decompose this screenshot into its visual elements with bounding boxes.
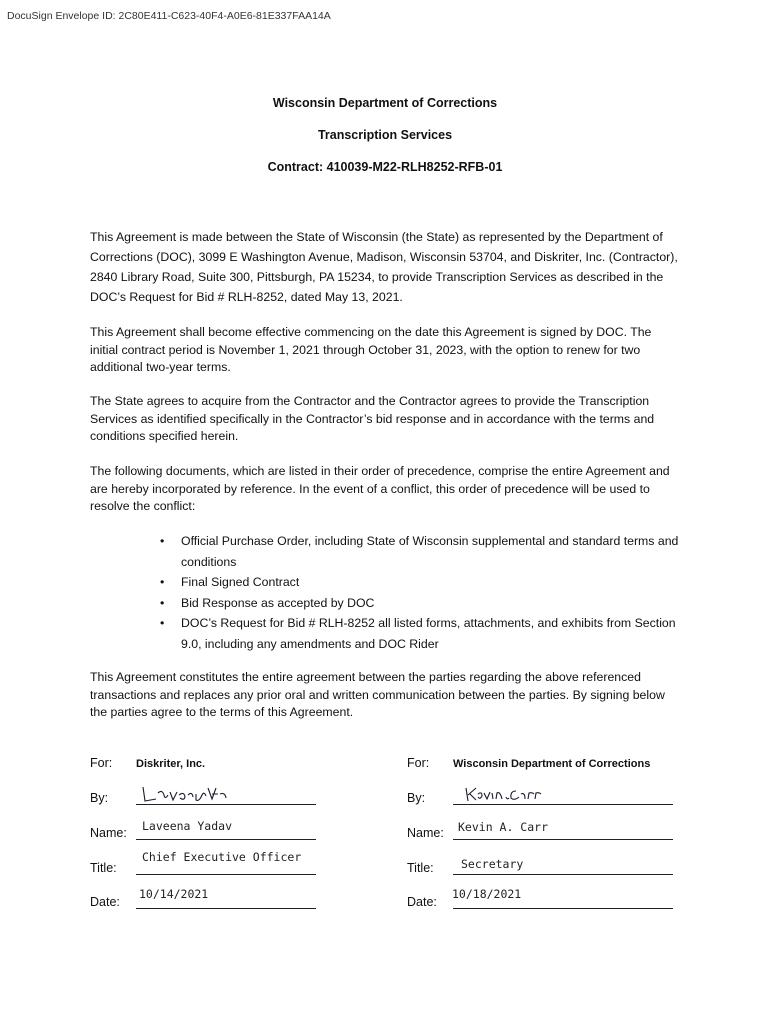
for-label: For: bbox=[407, 756, 430, 770]
agency-date-line bbox=[453, 908, 673, 909]
name-label: Name: bbox=[90, 826, 127, 840]
date-label: Date: bbox=[407, 895, 437, 909]
list-item: • DOC’s Request for Bid # RLH-8252 all listed forms, attachments, and exhibits from Section 9.0, including any amendments and DOC Rider bbox=[160, 613, 680, 654]
service-heading: Transcription Services bbox=[317, 128, 453, 142]
precedence-paragraph: The following documents, which are listed in their order of precedence, comprise the entire Agreement and are hereby incorporated by reference. In the event of a conflict, this order of precedence will be used to resolve the conflict: bbox=[90, 464, 670, 513]
contract-number-heading: Contract: 410039-M22-RLH8252-RFB-01 bbox=[267, 160, 503, 174]
entire-agreement-paragraph: This Agreement constitutes the entire agreement between the parties regarding the above referenced transactions and replaces any prior oral and written communication between the parties. By signing below the parties agree to the terms of this Agreement. bbox=[90, 670, 665, 719]
scope-paragraph: The State agrees to acquire from the Contractor and the Contractor agrees to provide the Transcription Services as identified specifically in the Contractor’s bid response and in accordance with the terms and conditions specified herein. bbox=[90, 394, 655, 443]
list-item: • Final Signed Contract bbox=[160, 572, 680, 593]
agency-signature bbox=[462, 783, 542, 807]
by-label: By: bbox=[90, 791, 109, 805]
agency-name-line bbox=[453, 839, 673, 840]
name-label: Name: bbox=[407, 826, 444, 840]
agency-heading: Wisconsin Department of Corrections bbox=[272, 96, 498, 110]
bullet-icon: • bbox=[160, 616, 165, 630]
bullet-icon: • bbox=[160, 534, 165, 548]
list-item: • Official Purchase Order, including State of Wisconsin supplemental and standard terms and conditions bbox=[160, 531, 680, 572]
agency-party-name: Wisconsin Department of Corrections bbox=[453, 758, 651, 770]
for-label: For: bbox=[90, 756, 113, 770]
title-label: Title: bbox=[90, 861, 117, 875]
contractor-sign-date: 10/14/2021 bbox=[139, 887, 209, 901]
bullet-icon: • bbox=[160, 595, 165, 610]
contractor-party-name: Diskriter, Inc. bbox=[136, 758, 206, 770]
precedence-documents-list bbox=[160, 531, 680, 654]
bullet-icon: • bbox=[160, 575, 165, 589]
agreement-parties-paragraph: This Agreement is made between the State of Wisconsin (the State) as represented by the Department of Corrections (DOC), 3099 E Washington Avenue, Madison, Wisconsin 53704, and Diskriter, Inc. (Contractor), 2840 Library Road, Suite 300, Pittsburgh, PA 15234, to provide Transcription Services as described in the DOC’s Request for Bid # RLH-8252, dated May 13, 2021. bbox=[90, 230, 678, 304]
list-item: • Bid Response as accepted by DOC bbox=[160, 593, 680, 614]
by-label: By: bbox=[407, 791, 426, 805]
contractor-signer-title: Chief Executive Officer bbox=[142, 850, 302, 864]
effective-date-paragraph: This Agreement shall become effective commencing on the date this Agreement is signed by DOC. The initial contract period is November 1, 2021 through October 31, 2023, with the option to renew for two additional two-year terms. bbox=[90, 325, 652, 374]
agency-sign-date: 10/18/2021 bbox=[452, 887, 522, 901]
contractor-title-line bbox=[136, 874, 316, 875]
docusign-envelope-id: DocuSign Envelope ID: 2C80E411-C623-40F4-A0E6-81E337FAA14A bbox=[7, 10, 331, 22]
contractor-signature bbox=[140, 783, 230, 807]
contractor-date-line bbox=[136, 908, 316, 909]
agency-signer-name: Kevin A. Carr bbox=[458, 820, 549, 834]
agency-title-line bbox=[453, 874, 673, 875]
title-label: Title: bbox=[407, 861, 434, 875]
agency-signer-title: Secretary bbox=[461, 857, 524, 871]
contractor-name-line bbox=[136, 839, 316, 840]
date-label: Date: bbox=[90, 895, 120, 909]
contractor-signer-name: Laveena Yadav bbox=[142, 819, 233, 833]
